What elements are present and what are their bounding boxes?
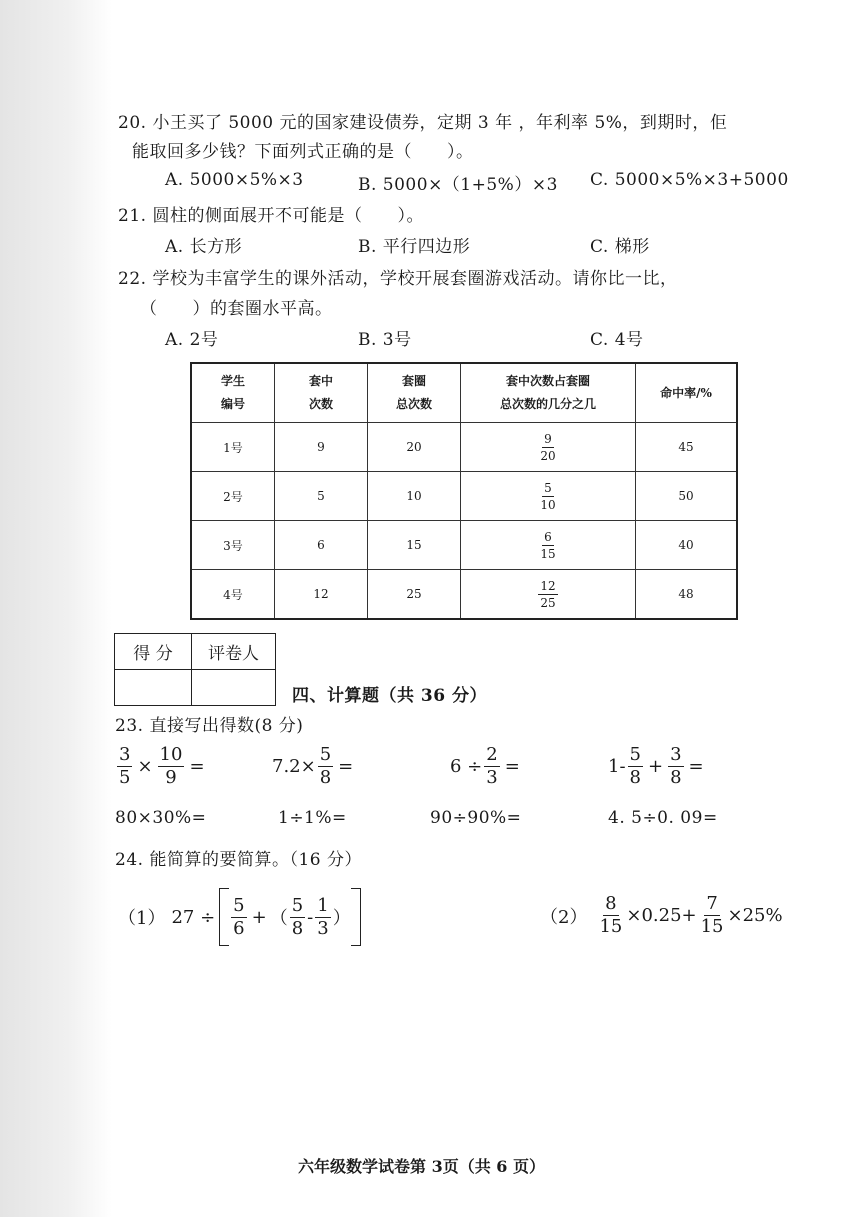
- q21-option-a: A. 长方形: [165, 237, 243, 257]
- cell-total: 15: [368, 521, 461, 570]
- score-label: 得 分: [115, 634, 192, 670]
- cell-hits: 5: [275, 472, 368, 521]
- q24-title: 24. 能简算的要简算。（16 分）: [115, 850, 362, 870]
- hoop-results-table: [190, 362, 738, 620]
- q22-line2: （ ）的套圈水平高。: [140, 299, 333, 319]
- q23-expr-4: 1- $\frac{5}{8}$ + $\frac{3}{8}$ =: [608, 744, 704, 788]
- cell-total: 20: [368, 423, 461, 472]
- q23-expr-2: 7.2× $\frac{5}{8}$ =: [272, 744, 354, 788]
- cell-id: 4号: [191, 570, 275, 620]
- cell-fraction: $\frac{9}{20}$: [461, 423, 636, 472]
- cell-id: 2号: [191, 472, 275, 521]
- header-fraction: 套中次数占套圈 总次数的几分之几: [461, 363, 636, 423]
- cell-rate: 50: [636, 472, 738, 521]
- cell-id: 1号: [191, 423, 275, 472]
- grader-input-cell[interactable]: [192, 670, 276, 706]
- q21-option-c: C. 梯形: [590, 237, 650, 257]
- q20-line2: 能取回多少钱？下面列式正确的是（ ）。: [132, 142, 474, 162]
- q23-expr-1: $\frac{3}{5}$ × $\frac{10}{9}$ =: [119, 744, 205, 788]
- q20-line1: 20. 小王买了 5000 元的国家建设债券，定期 3 年 ，年利率 5%，到期时，佢: [118, 113, 728, 133]
- q20-option-a: A. 5000×5%×3: [165, 170, 304, 190]
- score-input-cell[interactable]: [115, 670, 192, 706]
- cell-total: 25: [368, 570, 461, 620]
- header-student-id: 学生 编号: [191, 363, 275, 423]
- q22-line1: 22. 学校为丰富学生的课外活动，学校开展套圈游戏活动。请你比一比，: [118, 269, 678, 289]
- score-box: [114, 633, 276, 706]
- q20-option-b: B. 5000×（1+5%）×3: [358, 175, 558, 195]
- grader-label: 评卷人: [192, 634, 276, 670]
- cell-fraction: $\frac{6}{15}$: [461, 521, 636, 570]
- q22-option-b: B. 3号: [358, 330, 412, 350]
- q23-expr-8: 4. 5÷0. 09=: [608, 808, 718, 828]
- table-header-row: [191, 363, 737, 423]
- q21-text: 21. 圆柱的侧面展开不可能是（ ）。: [118, 206, 424, 226]
- cell-total: 10: [368, 472, 461, 521]
- table-row: [191, 472, 737, 521]
- q24-problem-1: （1） 27 ÷ $\frac{5}{6}$ + （ $\frac{5}{8}$ - $\frac{1}{3}$ ）: [118, 888, 361, 946]
- cell-hits: 12: [275, 570, 368, 620]
- cell-rate: 45: [636, 423, 738, 472]
- cell-fraction: $\frac{12}{25}$: [461, 570, 636, 620]
- q23-expr-7: 90÷90%=: [430, 808, 522, 828]
- cell-rate: 40: [636, 521, 738, 570]
- header-hit-rate: 命中率/%: [636, 363, 738, 423]
- q23-expr-6: 1÷1%=: [278, 808, 347, 828]
- left-square-bracket: [219, 888, 229, 946]
- cell-rate: 48: [636, 570, 738, 620]
- header-hits: 套中 次数: [275, 363, 368, 423]
- q20-option-c: C. 5000×5%×3+5000: [590, 170, 789, 190]
- q23-expr-5: 80×30%=: [115, 808, 207, 828]
- table-row: [191, 570, 737, 620]
- cell-hits: 6: [275, 521, 368, 570]
- cell-fraction: $\frac{5}{10}$: [461, 472, 636, 521]
- q22-option-a: A. 2号: [165, 330, 219, 350]
- header-total: 套圈 总次数: [368, 363, 461, 423]
- scan-margin-shadow: [0, 0, 112, 1217]
- table-row: [191, 521, 737, 570]
- q21-option-b: B. 平行四边形: [358, 237, 471, 257]
- cell-id: 3号: [191, 521, 275, 570]
- q23-expr-3: 6 ÷ $\frac{2}{3}$ =: [450, 744, 520, 788]
- table-row: [191, 423, 737, 472]
- cell-hits: 9: [275, 423, 368, 472]
- q23-title: 23. 直接写出得数(8 分): [115, 716, 304, 736]
- right-square-bracket: [351, 888, 361, 946]
- page-footer: 六年级数学试卷第 3页（共 6 页）: [298, 1157, 545, 1176]
- q24-problem-2: （2） $\frac{8}{15}$ ×0.25+ $\frac{7}{15}$ ×25%: [540, 893, 783, 937]
- section-title: 四、计算题（共 36 分）: [292, 686, 487, 706]
- q22-option-c: C. 4号: [590, 330, 644, 350]
